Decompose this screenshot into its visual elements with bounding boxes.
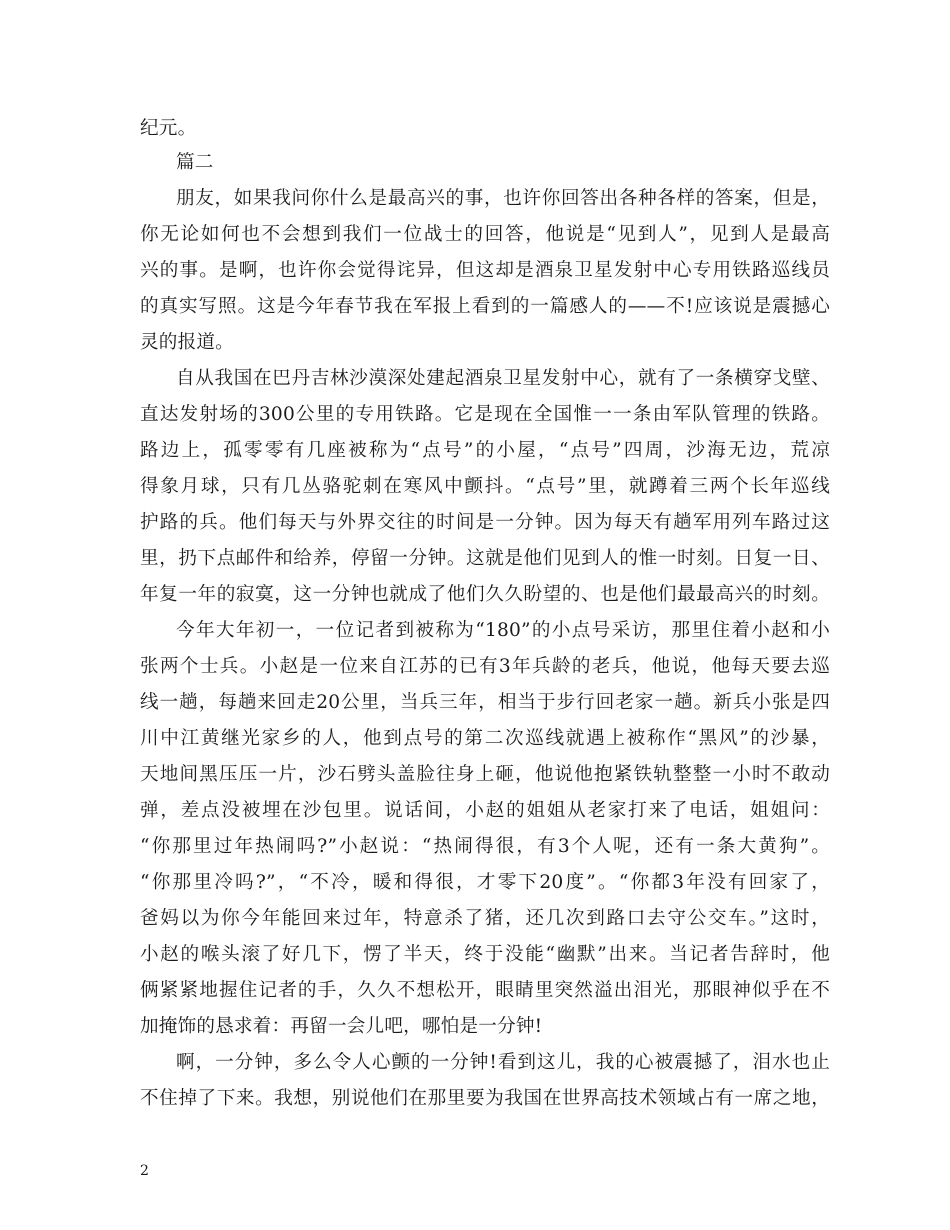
text-line: 朋友，如果我问你什么是最高兴的事，也许你回答出各种各样的答案，但是， [176,188,830,209]
text-line: 路边上，孤零零有几座被称为“点号”的小屋，“点号”四周，沙海无边，荒凉 [140,440,830,461]
text-line: 天地间黑压压一片，沙石劈头盖脸往身上砸，他说他抱紧铁轨整整一小时不敢动 [140,764,830,785]
text-line: “你那里冷吗?”，“不冷，暖和得很，才零下20度”。“你都3年没有回家了， [140,872,830,893]
text-line: 啊，一分钟，多么令人心颤的一分钟!看到这儿，我的心被震撼了，泪水也止 [176,1052,830,1073]
text-line: 加掩饰的恳求着：再留一会儿吧，哪怕是一分钟! [140,1016,543,1037]
text-line: 护路的兵。他们每天与外界交往的时间是一分钟。因为每天有趟军用列车路过这 [140,512,830,533]
text-line: 线一趟，每趟来回走20公里，当兵三年，相当于步行回老家一趟。新兵小张是四 [140,692,830,713]
text-line: 直达发射场的300公里的专用铁路。它是现在全国惟一一条由军队管理的铁路。 [140,404,830,425]
text-line: 今年大年初一，一位记者到被称为“180”的小点号采访，那里住着小赵和小 [176,620,830,641]
section-heading: 篇二 [176,152,214,173]
text-line: 小赵的喉头滚了好几下，愣了半天，终于没能“幽默”出来。当记者告辞时，他 [140,944,830,965]
text-line: 不住掉了下来。我想，别说他们在那里要为我国在世界高技术领域占有一席之地， [140,1088,830,1109]
text-line: 川中江黄继光家乡的人，他到点号的第二次巡线就遇上被称作“黑风”的沙暴， [140,728,830,749]
text-line: 你无论如何也不会想到我们一位战士的回答，他说是“见到人”，见到人是最高 [140,224,830,245]
text-line: 自从我国在巴丹吉林沙漠深处建起酒泉卫星发射中心，就有了一条横穿戈壁、 [176,368,830,389]
text-line: 纪元。 [140,118,197,139]
text-line: 兴的事。是啊，也许你会觉得诧异，但这却是酒泉卫星发射中心专用铁路巡线员 [140,260,830,281]
text-line: 的真实写照。这是今年春节我在军报上看到的一篇感人的——不!应该说是震撼心 [140,296,830,317]
text-line: 里，扔下点邮件和给养，停留一分钟。这就是他们见到人的惟一时刻。日复一日、 [140,548,830,569]
text-line: 灵的报道。 [140,332,234,353]
text-line: 弹，差点没被埋在沙包里。说话间，小赵的姐姐从老家打来了电话，姐姐问： [140,800,830,821]
text-line: 张两个士兵。小赵是一位来自江苏的已有3年兵龄的老兵，他说，他每天要去巡 [140,656,830,677]
text-line: 年复一年的寂寞，这一分钟也就成了他们久久盼望的、也是他们最最高兴的时刻。 [140,584,830,605]
text-line: 爸妈以为你今年能回来过年，特意杀了猪，还几次到路口去守公交车。”这时， [140,908,830,929]
page-number: 2 [140,1163,149,1179]
text-line: 得象月球，只有几丛骆驼刺在寒风中颤抖。“点号”里，就蹲着三两个长年巡线 [140,476,830,497]
text-line: “你那里过年热闹吗?”小赵说：“热闹得很，有3个人呢，还有一条大黄狗”。 [140,836,830,857]
text-line: 俩紧紧地握住记者的手，久久不想松开，眼睛里突然溢出泪光，那眼神似乎在不 [140,980,830,1001]
